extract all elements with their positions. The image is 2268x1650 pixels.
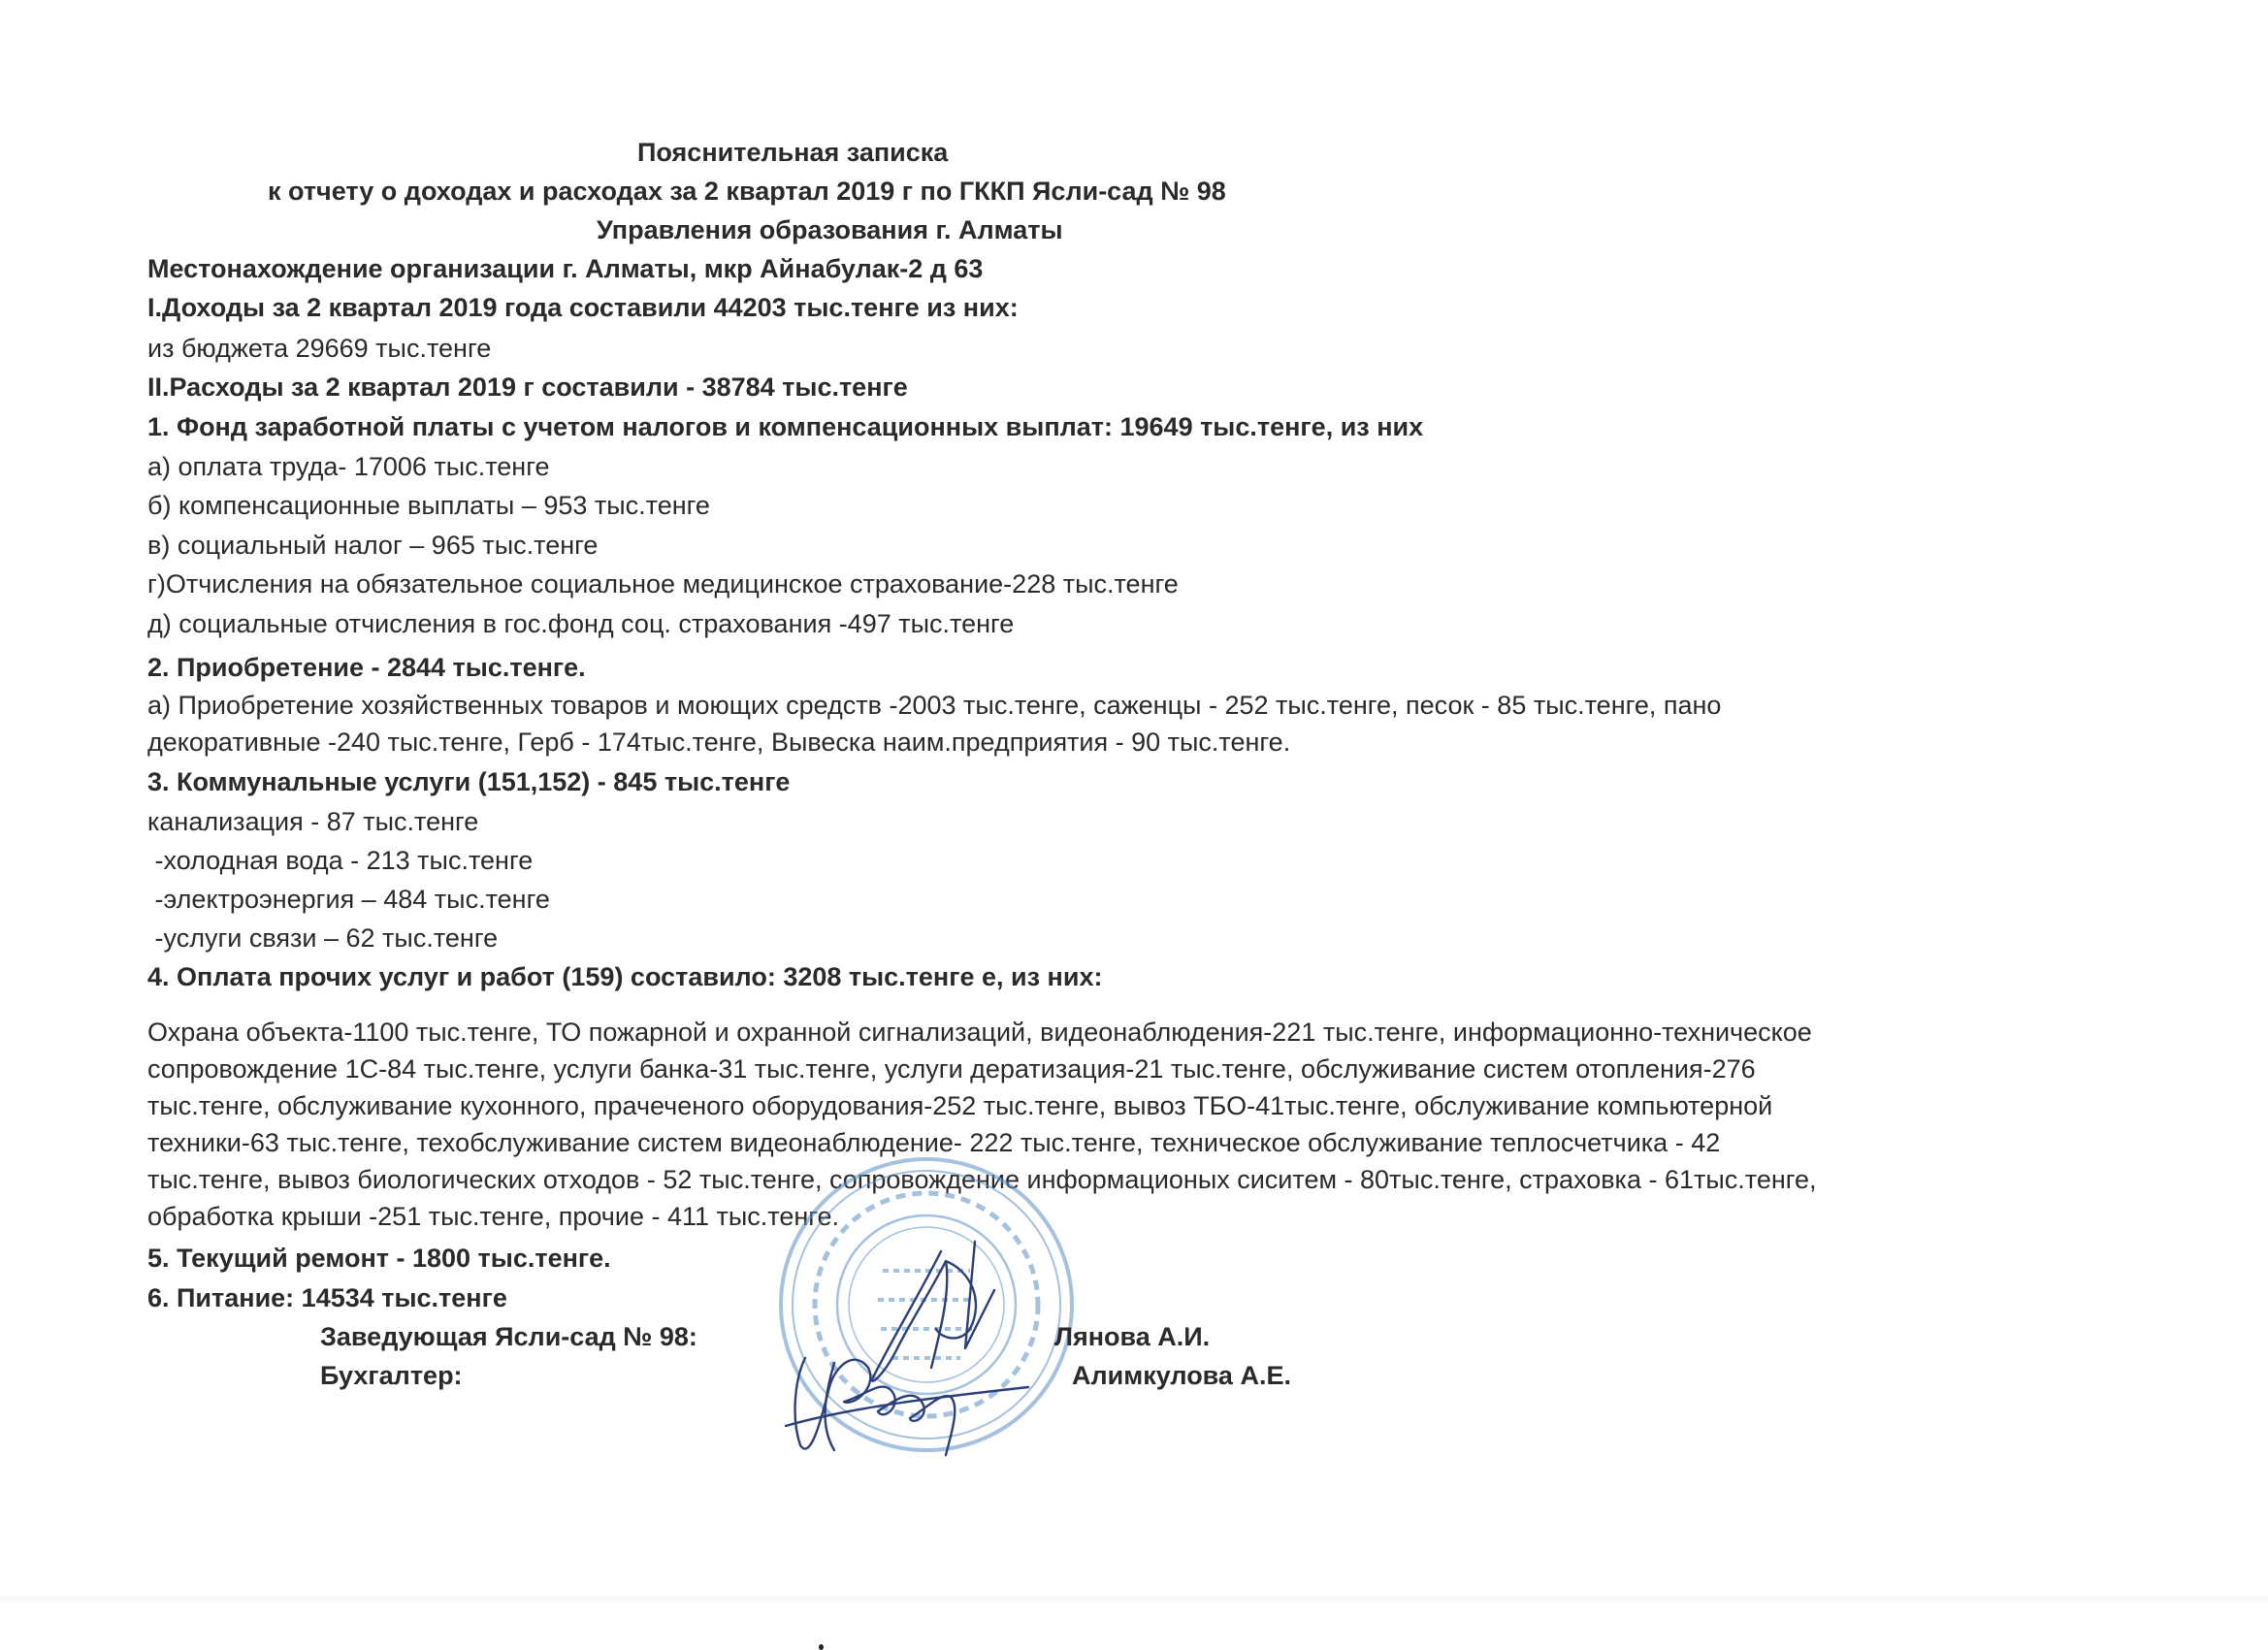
utilities-item: канализация - 87 тыс.тенге: [147, 807, 479, 836]
utilities-item: -услуги связи – 62 тыс.тенге: [147, 923, 499, 953]
purchases-detail: декоративные -240 тыс.тенге, Герб - 174тыс.тенге, Вывеска наим.предприятия - 90 тыс.тенге.: [147, 728, 1291, 757]
utilities-heading: 3. Коммунальные услуги (151,152) - 845 тыс.тенге: [147, 767, 791, 796]
other-services-detail: Охрана объекта-1100 тыс.тенге, ТО пожарной и охранной сигнализаций, видеонаблюдения-221 тыс.тенге, информационно-техническое: [147, 1018, 1812, 1047]
utilities-item: -электроэнергия – 484 тыс.тенге: [147, 885, 550, 914]
scan-speck: [819, 1644, 824, 1650]
expenses-heading: II.Расходы за 2 квартал 2019 г составили - 38784 тыс.тенге: [147, 372, 908, 402]
purchases-heading: 2. Приобретение - 2844 тыс.тенге.: [147, 653, 586, 682]
accountant-signature-name: Алимкулова А.Е.: [1072, 1361, 1291, 1390]
payroll-item: б) компенсационные выплаты – 953 тыс.тенге: [147, 491, 710, 520]
other-services-detail: обработка крыши -251 тыс.тенге, прочие - 411 тыс.тенге.: [147, 1202, 840, 1231]
head-signature-name: Лянова А.И.: [1054, 1322, 1211, 1351]
payroll-item: а) оплата труда- 17006 тыс.тенге: [147, 452, 550, 481]
repair-line: 5. Текущий ремонт - 1800 тыс.тенге.: [147, 1244, 611, 1273]
document-title: Пояснительная записка: [637, 138, 949, 167]
other-services-detail: сопровождение 1С-84 тыс.тенге, услуги банка-31 тыс.тенге, услуги дератизация-21 тыс.тенге, обслуживание систем отопления-276: [147, 1054, 1756, 1084]
other-services-detail: тыс.тенге, обслуживание кухонного, прачеченого оборудования-252 тыс.тенге, вывоз ТБО-41тыс.тенге, обслуживание компьютерной: [147, 1091, 1773, 1120]
payroll-item: г)Отчисления на обязательное социальное медицинское страхование-228 тыс.тенге: [147, 569, 1179, 599]
organization-location: Местонахождение организации г. Алматы, мкр Айнабулак-2 д 63: [147, 254, 984, 283]
other-services-heading: 4. Оплата прочих услуг и работ (159) составило: 3208 тыс.тенге е, из них:: [147, 962, 1103, 991]
income-budget: из бюджета 29669 тыс.тенге: [147, 334, 492, 363]
utilities-item: -холодная вода - 213 тыс.тенге: [147, 846, 534, 875]
accountant-signature-label: Бухгалтер:: [320, 1361, 463, 1390]
scan-edge-shadow: [0, 1597, 2268, 1606]
other-services-detail: тыс.тенге, вывоз биологических отходов - 52 тыс.тенге, сопровождение информационых сиситем - 80тыс.тенге, страховка - 61тыс.тенге,: [147, 1165, 1817, 1194]
document-subtitle: к отчету о доходах и расходах за 2 квартал 2019 г по ГККП Ясли-сад № 98: [268, 177, 1226, 206]
payroll-heading: 1. Фонд заработной платы с учетом налогов и компенсационных выплат: 19649 тыс.тенге, из них: [147, 412, 1424, 441]
other-services-detail: техники-63 тыс.тенге, техобслуживание систем видеонаблюдение- 222 тыс.тенге, техническое обслуживание теплосчетчика - 42: [147, 1128, 1721, 1157]
purchases-detail: а) Приобретение хозяйственных товаров и моющих средств -2003 тыс.тенге, саженцы - 252 тыс.тенге, песок - 85 тыс.тенге, пано: [147, 691, 1722, 720]
food-line: 6. Питание: 14534 тыс.тенге: [147, 1283, 507, 1312]
income-heading: I.Доходы за 2 квартал 2019 года составили 44203 тыс.тенге из них:: [147, 293, 1019, 322]
payroll-item: в) социальный налог – 965 тыс.тенге: [147, 531, 599, 560]
head-signature-label: Заведующая Ясли-сад № 98:: [320, 1322, 697, 1351]
document-subtitle-department: Управления образования г. Алматы: [597, 215, 1063, 244]
payroll-item: д) социальные отчисления в гос.фонд соц. страхования -497 тыс.тенге: [147, 609, 1015, 638]
